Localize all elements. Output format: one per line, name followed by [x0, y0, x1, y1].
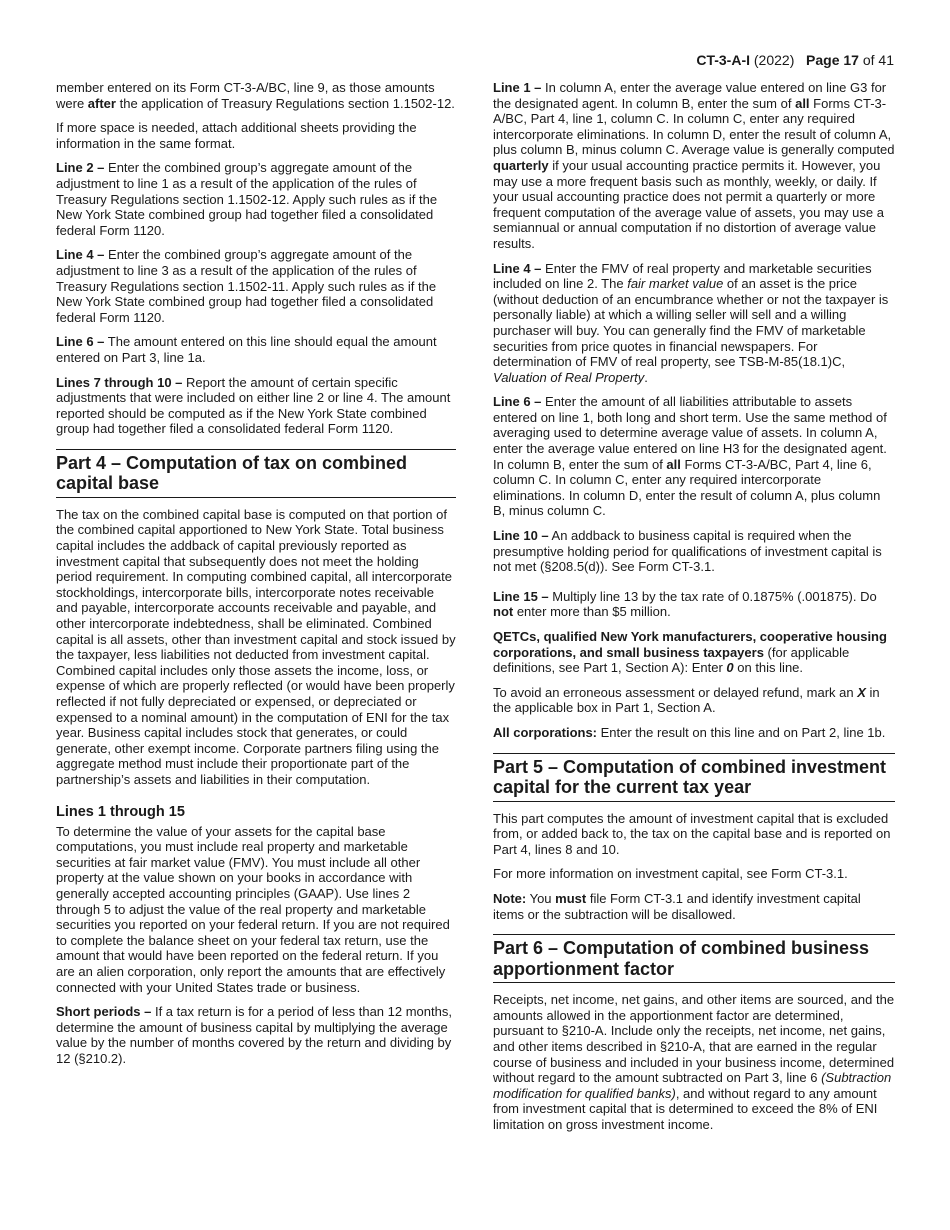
part6-body: Receipts, net income, net gains, and other items are sourced, and the amounts allowed in the apportionment factor are determined, pursuant to §210-A. Include only the receipts, net income, net gains, and other items described in §210-A, that are earned in the regular course of business and included in your business income, determined without regard to the amount subtracted on Part 3, line 6 (Subtraction modification for qualified banks), and without regard to any amount from investment capital that is determined to exceed the 8% of ENI limitation on gross investment income. — [493, 992, 895, 1132]
form-number: CT-3-A-I — [696, 52, 750, 68]
qetcs-note: QETCs, qualified New York manufacturers, cooperative housing corporations, and small business taxpayers (for applicable definitions, see Part 1, Section A): Enter 0 on this line. — [493, 629, 887, 676]
instruction-part4-line-15: Line 15 – Multiply line 13 by the tax rate of 0.1875% (.001875). Do not enter more than $5 million. — [493, 588, 877, 620]
page-number: Page 17 — [806, 52, 859, 68]
instruction-part4-line-6: Line 6 – Enter the amount of all liabilities attributable to assets entered on line 1, both long and short term. Use the same method of averaging used to determine average value of assets. In column A, enter the average value entered on line H3 for the designated agent. In column B, enter the sum of all Forms CT-3-A/BC, Part 4, line 6, column C. In column C, enter any required intercorporate eliminations. In column D, enter the result of column A, plus column B, minus column C. — [493, 394, 887, 519]
part5-body: This part computes the amount of investment capital that is excluded from, or added back to, the tax on the capital base and is reported on Part 4, lines 8 and 10. — [493, 810, 891, 857]
instruction-part4-line-1: Line 1 – In column A, enter the average value entered on line G3 for the designated agent. In column B, enter the sum of all Forms CT-3-A/BC, Part 4, line 1, column C. In column C, enter any required intercorporate eliminations. In column D, enter the result of column A, plus column B, minus column C. Average value is generally computed quarterly if your usual accounting practice permits it. However, you may use a more frequent basis such as monthly, weekly, or daily. If your usual accounting practice does not permit a quarterly or more frequent computation of the average value of assets, you may use a semiannual or annual computation if no distortion of average value results. — [493, 80, 895, 251]
lines-1-15-body: To determine the value of your assets for the capital base computations, you must include real property and marketable securities at fair market value (FMV). You must include all other property at the value shown on your books in accordance with generally accepted accounting principles (GAAP). Use lines 2 through 5 to adjust the value of the real property and marketable securities you reported on your federal return. If you are not required to complete the balance sheet on your federal tax return, use the amount that would have been reported on the federal return. If you are an alien corporation, only report the amounts that are effectively connected with your United States trade or business. — [56, 823, 450, 995]
avoid-assessment-note: To avoid an erroneous assessment or delayed refund, mark an X in the applicable box in Part 1, Section A. — [493, 684, 880, 716]
paragraph-line1-continued: member entered on its Form CT-3-A/BC, line 9, as those amounts were after the application of Treasury Regulations section 1.1502-12. — [56, 80, 455, 111]
page-total: of 41 — [862, 52, 894, 68]
instruction-lines-7-10: Lines 7 through 10 – Report the amount of certain specific adjustments that were included on either line 2 or line 4. The amount reported should be computed as if the New York State combined group had together filed a consolidated federal Form 1120. — [56, 374, 451, 437]
instruction-part4-line-4: Line 4 – Enter the FMV of real property and marketable securities included on line 2. The fair market value of an asset is the price (without deduction of an encumbrance whether or not the taxpayer is personally liable) at which a willing seller will sell and a willing purchaser will buy. You can generally find the FMV of marketable securities from price quotes in financial newspapers. For determination of FMV of real property, see TSB-M-85(18.1)C, Valuation of Real Property. — [493, 260, 889, 385]
instruction-line-2: Line 2 – Enter the combined group’s aggregate amount of the adjustment to line 1 as a result of the application of the rules of Treasury Regulations section 1.1502-12. Apply such rules as if the New York State combined group had together filed a consolidated federal Form 1120. — [56, 160, 438, 238]
form-year: (2022) — [753, 52, 795, 68]
instruction-line-6: Line 6 – The amount entered on this line should equal the amount entered on Part 3, line 1a. — [56, 334, 437, 365]
part6-heading: Part 6 – Computation of combined business apportionment factor — [493, 934, 895, 983]
instruction-part4-line-10: Line 10 – An addback to business capital is required when the presumptive holding period for qualifications of investment capital is not met (§208.5(d)). See Form CT-3.1. — [493, 528, 882, 575]
short-periods: Short periods – If a tax return is for a period of less than 12 months, determine the amount of business capital by multiplying the average value by the number of months covered by the return and dividing by 12 (§210.2). — [56, 1004, 452, 1066]
instruction-line-4: Line 4 – Enter the combined group’s aggregate amount of the adjustment to line 3 as a result of the application of the rules of Treasury Regulations section 1.1502-11. Apply such rules as if the New York State combined group had together filed a consolidated federal Form 1120. — [56, 247, 437, 325]
part4-heading: Part 4 – Computation of tax on combined capital base — [56, 449, 456, 498]
all-corporations-note: All corporations: Enter the result on this line and on Part 2, line 1b. — [493, 724, 886, 740]
page-header — [696, 52, 894, 68]
part5-heading: Part 5 – Computation of combined investment capital for the current tax year — [493, 753, 895, 802]
right-column — [493, 80, 895, 1141]
left-column — [56, 80, 456, 1075]
part5-note: Note: You must file Form CT-3.1 and identify investment capital items or the subtraction will be disallowed. — [493, 890, 861, 922]
paragraph-additional-sheets: If more space is needed, attach additional sheets providing the information in the same format. — [56, 120, 417, 151]
part5-more-info: For more information on investment capital, see Form CT-3.1. — [493, 866, 848, 882]
lines-1-15-heading: Lines 1 through 15 — [56, 803, 185, 820]
part4-body: The tax on the combined capital base is computed on that portion of the combined capital apportioned to New York State. Total business capital includes the addback of capital previously reported as investment capital that subsequently does not meet the holding period requirement. In computing combined capital, all intercorporate stockholdings, intercorporate bills, intercorporate notes receivable and payable, intercorporate accounts receivable and payable, and other intercorporate indebtedness, shall be eliminated. Combined capital is all assets, other than investment capital and stock issued by the taxpayer, less liabilities not deducted from investment capital. Combined capital includes only those assets the income, loss, or expense of which are properly reflected (or would have been properly reflected if not fully depreciated or expensed, or depreciated or expensed to a nominal amount) in the computation of ENI for the tax year. Business capital includes stock that generates, or could generate, other exempt income. Corporate partners filing using the aggregate method must include their proportionate part of the partnership’s assets and liabilities in their computation. — [56, 506, 456, 787]
